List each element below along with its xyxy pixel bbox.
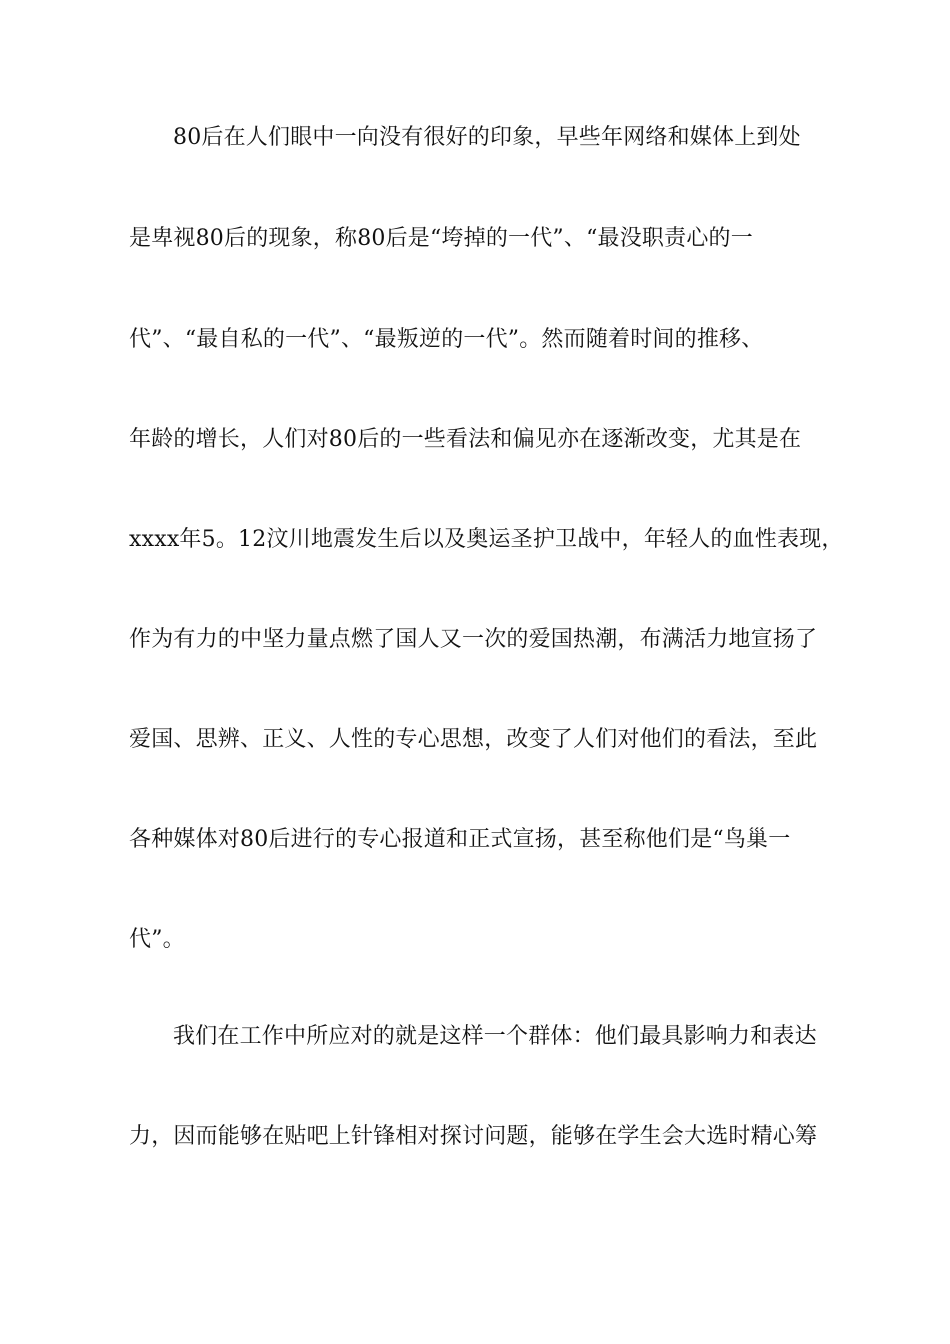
paragraph-1-line-9: 代”。 (129, 927, 185, 952)
paragraph-1-line-3: 代”、“最自私的一代”、“最叛逆的一代”。然而随着时间的推移、 (129, 327, 764, 352)
paragraph-2-line-2: 力，因而能够在贴吧上针锋相对探讨问题，能够在学生会大选时精心筹 (129, 1124, 818, 1149)
paragraph-1-line-2: 是卑视80后的现象，称80后是“垮掉的一代”、“最没职责心的一 (129, 226, 753, 251)
paragraph-1-line-7: 爱国、思辨、正义、人性的专心思想，改变了人们对他们的看法，至此 (129, 727, 818, 752)
paragraph-1-line-5: xxxx年5。12汶川地震发生后以及奥运圣护卫战中，年轻人的血性表现， (129, 527, 844, 552)
paragraph-1-line-6: 作为有力的中坚力量点燃了国人又一次的爱国热潮，布满活力地宣扬了 (129, 627, 818, 652)
paragraph-1-line-4: 年龄的增长，人们对80后的一些看法和偏见亦在逐渐改变，尤其是在 (129, 427, 802, 452)
paragraph-2-line-1: 我们在工作中所应对的就是这样一个群体：他们最具影响力和表达 (173, 1024, 817, 1049)
paragraph-1-line-1: 80后在人们眼中一向没有很好的印象，早些年网络和媒体上到处 (173, 125, 801, 150)
paragraph-1-line-8: 各种媒体对80后进行的专心报道和正式宣扬，甚至称他们是“鸟巢一 (129, 827, 791, 852)
